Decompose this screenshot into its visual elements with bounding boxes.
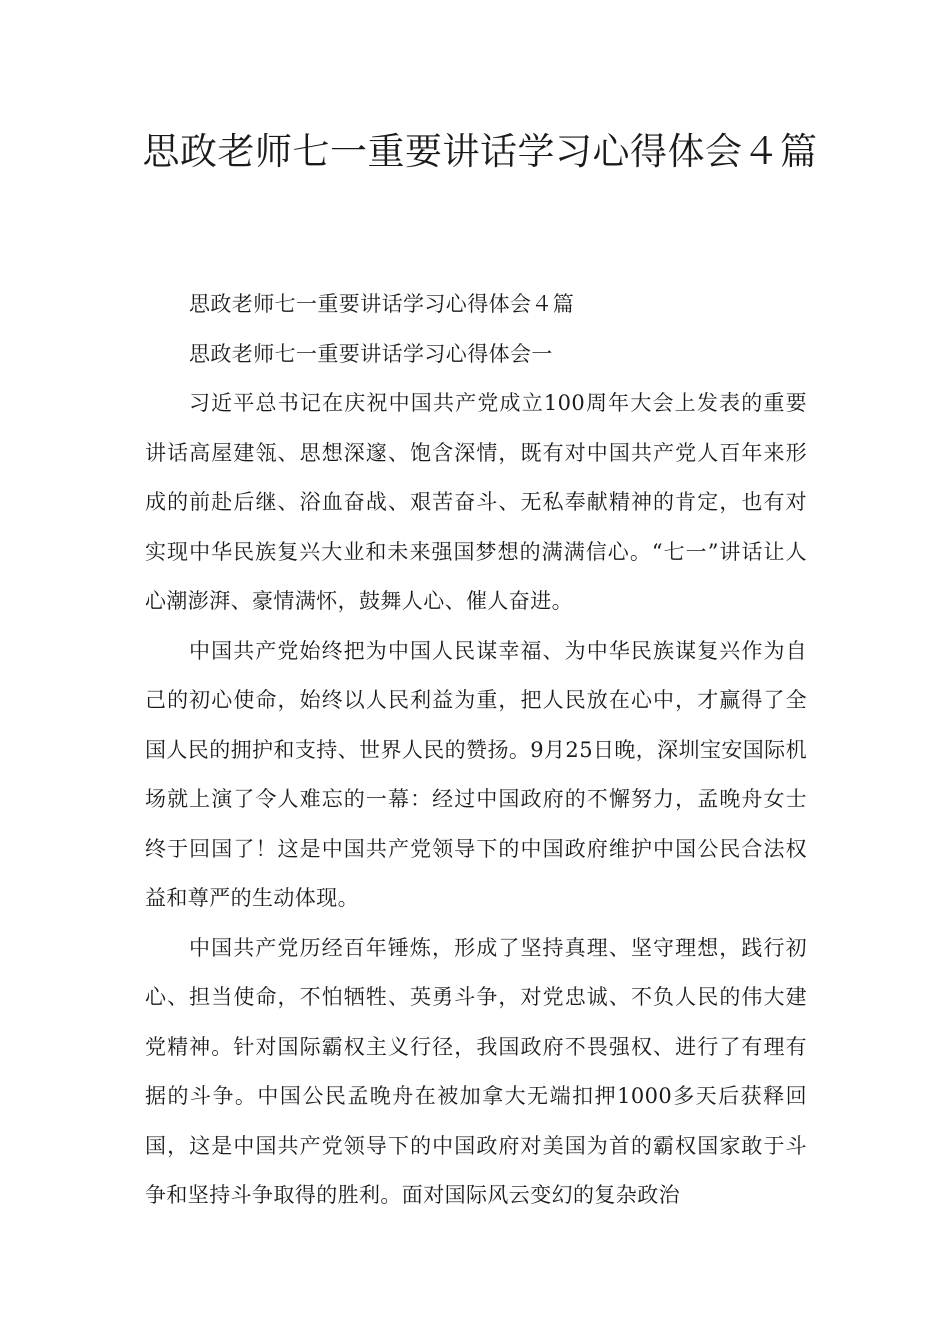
paragraph-3: 中国共产党历经百年锤炼，形成了坚持真理、坚守理想，践行初心、担当使命，不怕牺牲、英勇斗争，对党忠诚、不负人民的伟大建党精神。针对国际霸权主义行径，我国政府不畏强权、进行了有理有据的斗争。中国公民孟晚舟在被加拿大无端扣押1000多天后获释回国，这是中国共产党领导下的中国政府对美国为首的霸权国家敢于斗争和坚持斗争取得的胜利。面对国际风云变幻的复杂政治 — [145, 935, 807, 1207]
paragraph-section-heading: 思政老师七一重要讲话学习心得体会一 — [189, 341, 553, 366]
paragraph-collection-title: 思政老师七一重要讲话学习心得体会４篇 — [189, 292, 575, 316]
document-body — [145, 280, 807, 1221]
paragraph-2: 中国共产党始终把为中国人民谋幸福、为中华民族谋复兴作为自己的初心使命，始终以人民利益为重，把人民放在心中，才赢得了全国人民的拥护和支持、世界人民的赞扬。9月25日晚，深圳宝安国际机场就上演了令人难忘的一幕：经过中国政府的不懈努力，孟晚舟女士终于回国了！这是中国共产党领导下的中国政府维护中国公民合法权益和尊严的生动体现。 — [145, 638, 807, 910]
document-title: 思政老师七一重要讲话学习心得体会４篇 — [142, 130, 818, 173]
paragraph-1: 习近平总书记在庆祝中国共产党成立100周年大会上发表的重要讲话高屋建瓴、思想深邃、饱含深情，既有对中国共产党人百年来形成的前赴后继、浴血奋战、艰苦奋斗、无私奉献精神的肯定，也有对实现中华民族复兴大业和未来强国梦想的满满信心。“七一”讲话让人心潮澎湃、豪情满怀，鼓舞人心、催人奋进。 — [145, 391, 807, 613]
